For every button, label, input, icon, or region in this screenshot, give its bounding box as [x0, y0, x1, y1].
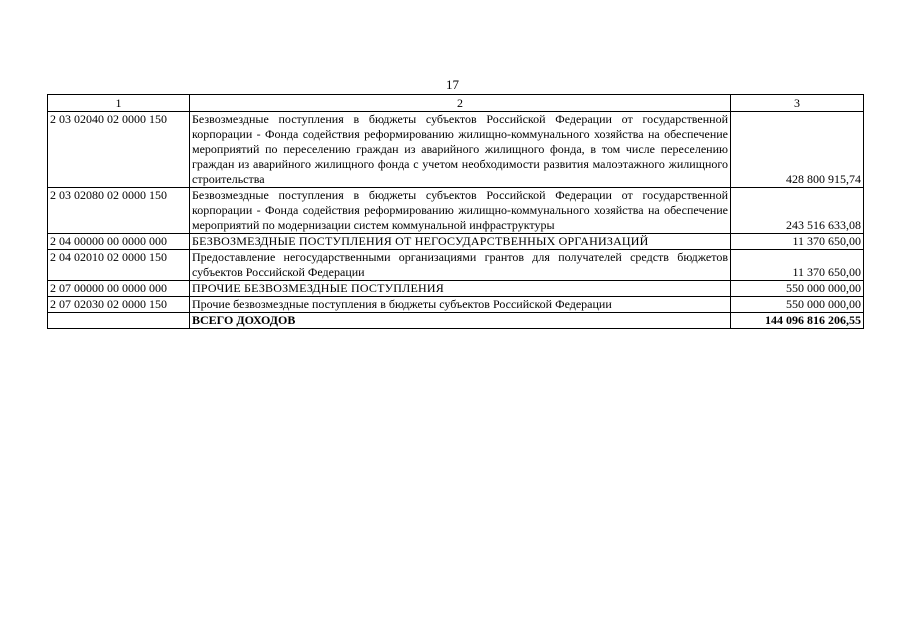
table-header-row: [48, 95, 864, 112]
total-row: [48, 313, 864, 329]
table-row: [48, 250, 864, 281]
total-code: [48, 313, 190, 329]
revenue-name: БЕЗВОЗМЕЗДНЫЕ ПОСТУПЛЕНИЯ ОТ НЕГОСУДАРСТВЕННЫХ ОРГАНИЗАЦИЙ: [190, 234, 731, 250]
total-amount: 144 096 816 206,55: [731, 313, 864, 329]
revenue-amount: 428 800 915,74: [731, 112, 864, 188]
table-row: [48, 234, 864, 250]
revenue-name: Прочие безвозмездные поступления в бюджеты субъектов Российской Федерации: [190, 297, 731, 313]
table-row: [48, 281, 864, 297]
revenue-code: 2 04 02010 02 0000 150: [48, 250, 190, 281]
table-row: [48, 188, 864, 234]
revenue-code: 2 03 02080 02 0000 150: [48, 188, 190, 234]
revenue-table: [47, 94, 864, 329]
table-row: [48, 297, 864, 313]
revenue-name: Безвозмездные поступления в бюджеты субъектов Российской Федерации от государственной корпорации - Фонда содействия реформированию жилищно-коммунального хозяйства на обеспечение мероприятий по модернизации систем коммунальной инфраструктуры: [190, 188, 731, 234]
revenue-amount: 11 370 650,00: [731, 234, 864, 250]
revenue-code: 2 03 02040 02 0000 150: [48, 112, 190, 188]
total-label: ВСЕГО ДОХОДОВ: [190, 313, 731, 329]
revenue-amount: 550 000 000,00: [731, 281, 864, 297]
column-header-amount: 3: [731, 95, 864, 112]
revenue-name: Безвозмездные поступления в бюджеты субъектов Российской Федерации от государственной корпорации - Фонда содействия реформированию жилищно-коммунального хозяйства на обеспечение мероприятий по переселению граждан из аварийного жилищного фонда, в том числе переселению граждан из аварийного жилищного фонда с учетом необходимости развития малоэтажного жилищного строительства: [190, 112, 731, 188]
revenue-name: Предоставление негосударственными организациями грантов для получателей средств бюджетов субъектов Российской Федерации: [190, 250, 731, 281]
revenue-code: 2 07 00000 00 0000 000: [48, 281, 190, 297]
revenue-name: ПРОЧИЕ БЕЗВОЗМЕЗДНЫЕ ПОСТУПЛЕНИЯ: [190, 281, 731, 297]
revenue-code: 2 07 02030 02 0000 150: [48, 297, 190, 313]
revenue-amount: 243 516 633,08: [731, 188, 864, 234]
column-header-code: 1: [48, 95, 190, 112]
table-row: [48, 112, 864, 188]
revenue-amount: 550 000 000,00: [731, 297, 864, 313]
page-number: 17: [446, 77, 459, 92]
revenue-code: 2 04 00000 00 0000 000: [48, 234, 190, 250]
column-header-name: 2: [190, 95, 731, 112]
revenue-amount: 11 370 650,00: [731, 250, 864, 281]
